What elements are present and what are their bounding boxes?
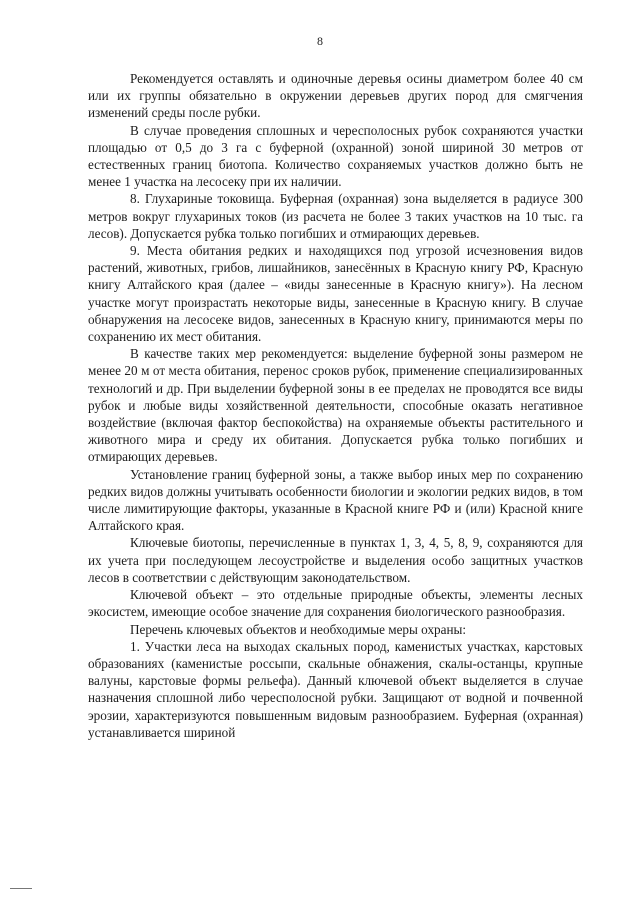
paragraph: В случае проведения сплошных и чересполосных рубок сохраняются участки площадью от 0,5 до 3 га с буферной (охранной) зоной шириной 30 метров от естественных границ биотопа. Количество сохраняемых участков должно быть не менее 1 участка на лесосеку при их наличии. [88,122,583,190]
page-number: 8 [317,34,323,48]
scan-mark [10,888,32,889]
paragraph: Ключевые биотопы, перечисленные в пунктах 1, 3, 4, 5, 8, 9, сохраняются для их учета при последующем лесоустройстве и выделения особо защитных участков лесов в соответствии с действующим законодательством. [88,535,583,585]
paragraph: 9. Места обитания редких и находящихся под угрозой исчезновения видов растений, животных, грибов, лишайников, занесённых в Красную книгу РФ, Красную книгу Алтайского края (далее – «виды занесенные в Красную книгу»). На лесном участке могут произрастать некоторые виды, занесенные в Красную книгу. В случае обнаружения на лесосеке видов, занесенных в Красную книгу, принимаются меры по сохранению их мест обитания. [88,243,583,345]
paragraph: Ключевой объект – это отдельные природные объекты, элементы лесных экосистем, имеющие особое значение для сохранения биологического разнообразия. [88,587,583,620]
paragraph: В качестве таких мер рекомендуется: выделение буферной зоны размером не менее 20 м от места обитания, перенос сроков рубок, применение специализированных технологий и др. При выделении буферной зоны в ее пределах не проводятся все виды рубок и любые виды хозяйственной деятельности, способные оказать негативное воздействие (включая фактор беспокойства) на охраняемые объекты растительного и животного мира и среду их обитания. Допускается рубка только погибших и отмирающих деревьев. [88,346,583,465]
paragraph: Перечень ключевых объектов и необходимые меры охраны: [130,621,467,637]
paragraph: 1. Участки леса на выходах скальных пород, каменистых участках, карстовых образованиях (каменистые россыпи, скальные обнажения, скалы-останцы, крупные валуны, карстовые формы рельефа). Данный ключевой объект выделяется в случае назначения сплошной либо чересполосной рубки. Защищают от водной и почвенной эрозии, характеризуются повышенным видовым разнообразием. Буферная (охранная) устанавливается шириной [88,638,583,740]
paragraph: 8. Глухариные токовища. Буферная (охранная) зона выделяется в радиусе 300 метров вокруг глухариных токов (из расчета не более 3 таких участков на 10 тыс. га лесов). Допускается рубка только погибших и отмирающих деревьев. [88,191,583,241]
body-text [88,70,583,741]
paragraph: Рекомендуется оставлять и одиночные деревья осины диаметром более 40 см или их группы обязательно в окружении деревьев других пород для смягчения изменений среды после рубки. [88,71,583,121]
paragraph: Установление границ буферной зоны, а также выбор иных мер по сохранению редких видов должны учитывать особенности биологии и экологии редких видов, в том числе лимитирующие факторы, указанные в Красной книге РФ и (или) Красной книге Алтайского края. [88,466,583,534]
